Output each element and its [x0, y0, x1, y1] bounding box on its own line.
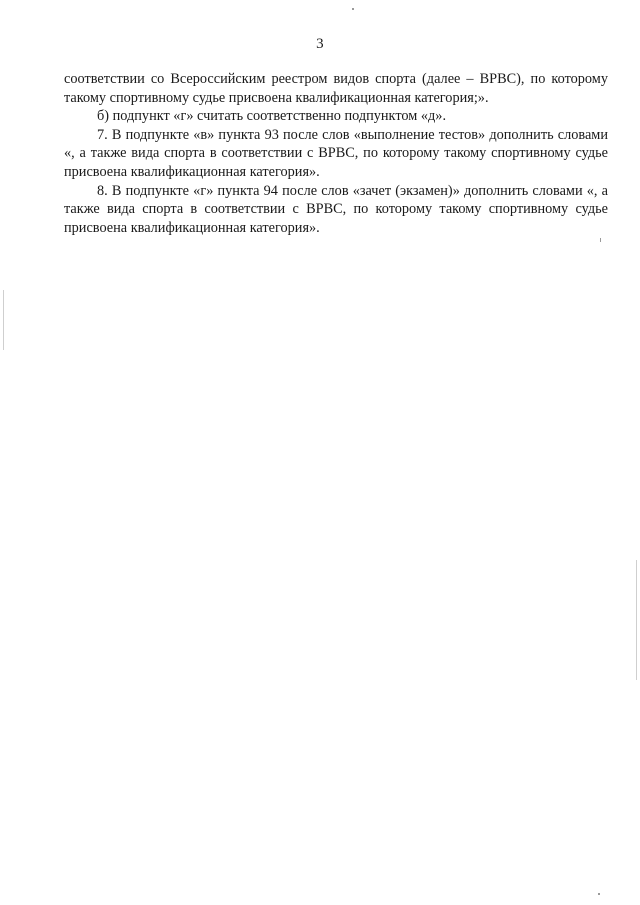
scan-edge-mark-left [3, 290, 4, 350]
page-number: 3 [316, 36, 324, 52]
scan-speck-bottom [598, 893, 600, 895]
document-body [64, 70, 608, 237]
scan-edge-mark-right [636, 560, 637, 680]
scan-speck-top [352, 8, 354, 10]
paragraph-item-7: 7. В подпункте «в» пункта 93 после слов «выполнение тестов» дополнить словами «, а также вида спорта в соответствии с ВРВС, по которому такому спортивному судье присвоена квалификационная категория». [64, 126, 608, 180]
paragraph-continuation: соответствии со Всероссийским реестром видов спорта (далее – ВРВС), по которому такому спортивному судье присвоена квалификационная категория;». [64, 71, 608, 106]
scan-speck-right [600, 238, 601, 242]
paragraph-subitem-b: б) подпункт «г» считать соответственно подпунктом «д». [97, 108, 447, 125]
paragraph-item-8: 8. В подпункте «г» пункта 94 после слов «зачет (экзамен)» дополнить словами «, а также вида спорта в соответствии с ВРВС, по которому такому спортивному судье присвоена квалификационная категория». [64, 182, 608, 236]
